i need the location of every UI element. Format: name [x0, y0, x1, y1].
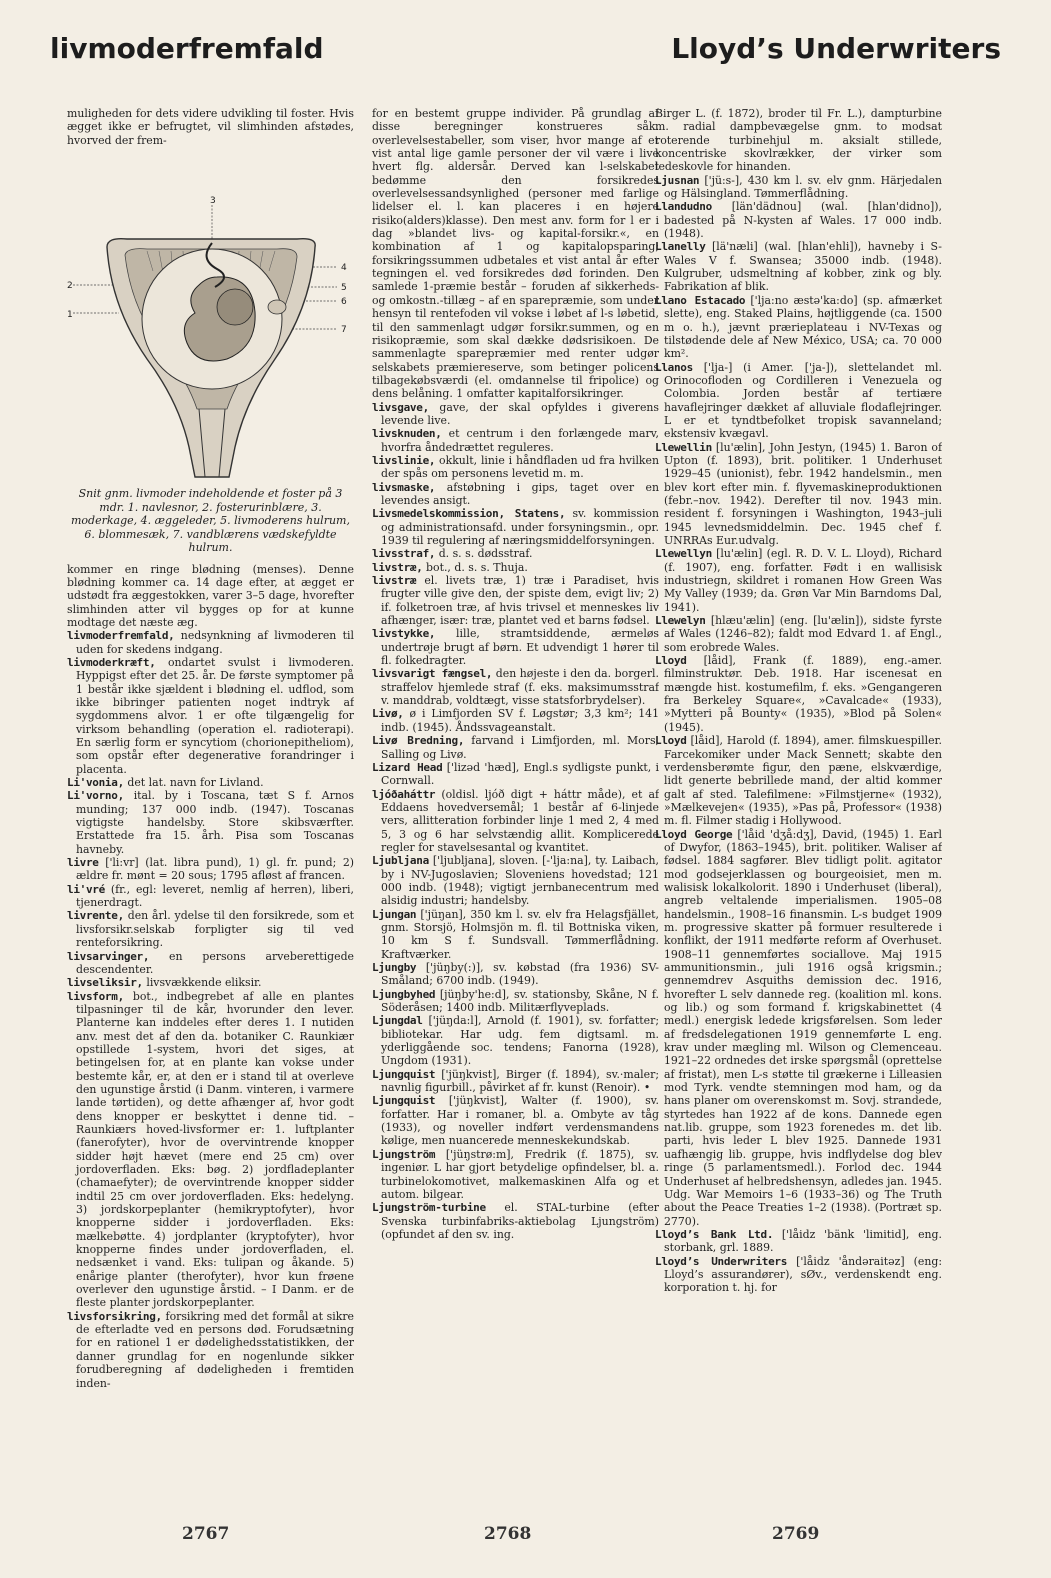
headword: Ljungan — [372, 907, 417, 921]
definition: ['jüŋkvist], Walter (f. 1900), sv. forfatter. Har i romaner, bl. a. Ombyte av tåg (1933), og noveller indført verdensmandens kølige, men nuancerede menneskekundskab. — [381, 1094, 659, 1148]
headword: Llano Estacado — [655, 293, 746, 307]
col1-continuation: kommer en ringe blødning (menses). Denne blødning kommer ca. 14 dage efter, at ægget er udstødt fra æggestokken, varer 3–5 dage, hvorefter slimhinden atter vil bygges op for at kunne modtage det næste æg. — [67, 562, 354, 629]
definition: [lu'ælin], John Jestyn, (1945) 1. Baron of Upton (f. 1893), brit. politiker. 1 Underhuset 1929–45 (unionist), febr. 1942 handelsmin., men blev kort efter min. f. flyvemaskineproduktionen (febr.–nov. 1942). Derefter til nov. 1943 min. resident f. forsyningen i Washington, 1943–juli 1945 levnedsmiddelmin. Dec. 1945 chef f. UNRRAs Eur.udvalg. — [664, 440, 942, 547]
headword: Llewelyn — [655, 614, 706, 628]
definition: (oldisl. ljóð digt + háttr måde), et af Eddaens hovedversemål; 1 består af 6-linjede vers, allitteration forbinder linje 1 med 2, 4 med 5, 3 og 6 har selvstændig allit. Komplicerede regler for stavelsesantal og kvantitet. — [381, 787, 659, 854]
label-2: 2 — [67, 281, 73, 292]
definition: d. s. s. dødsstraf. — [435, 547, 533, 561]
definition: ['lizəd 'hæd], Engl.s sydligste punkt, i Cornwall. — [381, 760, 659, 788]
label-7: 7 — [341, 325, 347, 336]
headword: livseliksir, — [67, 976, 143, 990]
headword: Ljubljana — [372, 854, 429, 868]
entry — [655, 174, 942, 201]
definition: [län'dädnou] (wal. [hlan'didno]), badested på N-kysten af Wales. 17 000 indb. (1948). — [664, 200, 942, 241]
entry — [372, 1068, 659, 1095]
definition: [lä'næli] (wal. [hlan'ehli]), havneby i S-Wales V f. Swansea; 35000 indb. (1948). Kulgruber, udsmeltning af kobber, zink og bly. Fabrikation af blik. — [664, 240, 942, 294]
definition: ['jü:s-], 430 km l. sv. elv gnm. Härjedalen og Hälsingland. Tømmerflådning. — [664, 173, 942, 201]
page-number-right: 2769 — [772, 1524, 820, 1544]
definition: [jüŋby'he:d], sv. stationsby, Skåne, N f. Söderåsen; 1400 indb. Militærflyveplads. — [381, 987, 659, 1015]
definition: ital. by i Toscana, tæt S f. Arnos munding; 137 000 indb. (1947). Toscanas vigtigste handelsby. Store skibsværfter. Erstattede fra 15. årh. Pisa som Toscanas havneby. — [76, 789, 354, 856]
entry — [372, 401, 659, 428]
headword: livsknuden, — [372, 427, 442, 441]
definition: ['lja-] (i Amer. ['ja-]), slettelandet ml. Orinocofloden og Cordilleren i Venezuela og Colombia. Jorden består af tertiære havaflejringer dækket af alluviale flodaflejringer. L er et tyndtbefolket tropisk savanneland; ekstensiv kvægavl. — [664, 360, 942, 441]
entry — [372, 788, 659, 855]
column-2 — [372, 107, 659, 1517]
definition: ['jüŋstrø:m], Fredrik (f. 1875), sv. ingeniør. L har gjort betydelige opfindelser, bl. a. turbinelokomotivet, malkemaskinen Alfa og et autom. bilgear. — [381, 1147, 659, 1201]
definition: el. STAL-turbine (efter Svenska turbinfabriks-aktiebolag Ljungström) (opfundet af den sv. ing. — [381, 1201, 659, 1241]
entry — [372, 627, 659, 667]
headword: livstræ, — [372, 560, 423, 574]
entry — [67, 883, 354, 910]
entry — [67, 1310, 354, 1390]
entry — [655, 441, 942, 548]
entry — [655, 547, 942, 614]
headword: Llanelly — [655, 240, 706, 254]
definition: ['jüŋby(:)], sv. købstad (fra 1936) SV-Småland; 6700 indb. (1949). — [381, 961, 659, 988]
headword: Ljungström — [372, 1147, 436, 1161]
definition: bot., d. s. s. Thuja. — [422, 560, 528, 574]
headword: Lloyd George — [655, 827, 733, 841]
entry — [655, 294, 942, 361]
uterus-illustration — [67, 147, 354, 481]
headword: Lizard Head — [372, 760, 443, 774]
definition: sv. kommission og administrationsafd. under forsyningsmin., opr. 1939 til regulering af næringsmiddelforsyningen. — [381, 507, 659, 547]
headword: Llandudno — [655, 200, 712, 214]
definition: afstøbning i gips, taget over en levendes ansigt. — [381, 480, 659, 507]
entry — [372, 507, 659, 547]
entry — [372, 454, 659, 481]
entry — [372, 961, 659, 988]
definition: ['låidz 'bänk 'limitid], eng. storbank, grl. 1889. — [664, 1227, 942, 1255]
col1-intro-text: muligheden for dets videre udvikling til foster. Hvis ægget ikke er befrugtet, vil slimhinden afstødes, hvorved der frem- — [67, 107, 354, 147]
definition: nedsynkning af livmoderen til uden for skedens indgang. — [76, 629, 354, 656]
headword: li'vré — [67, 882, 105, 896]
definition: ø i Limfjorden SV f. Løgstør; 3,3 km²; 141 indb. (1945). Åndssvageanstalt. — [381, 707, 659, 734]
column-3 — [655, 107, 942, 1517]
entry — [655, 1255, 942, 1295]
figure-caption: Snit gnm. livmoder indeholdende et foster på 3 mdr. 1. navlesnor, 2. fosterurinblære, 3. moderkage, 4. æggeleder, 5. livmoderens hulrum, 6. blommesæk, 7. vandblærens vædskefyldte hulrum. — [71, 487, 350, 555]
col1-entries — [67, 629, 354, 1390]
headword: livsgave, — [372, 400, 429, 414]
headword: Ljungström-turbine — [372, 1201, 486, 1215]
headword: Li'vonia, — [67, 776, 124, 790]
definition: livsvækkende eliksir. — [142, 976, 262, 990]
entry — [372, 574, 659, 627]
headword: livsmaske, — [372, 480, 436, 494]
label-5: 5 — [341, 283, 347, 294]
page-number-left: 2767 — [182, 1524, 230, 1544]
headword: Lloyd’s Bank Ltd. — [655, 1227, 774, 1241]
headword: Ljungby — [372, 961, 417, 974]
definition: farvand i Limfjorden, ml. Mors, Salling og Livø. — [381, 734, 659, 761]
headword: Livsmedelskommission, Statens, — [372, 507, 566, 521]
entry — [372, 547, 659, 560]
definition: ['ljubljana], sloven. [-'lja:na], ty. Laibach, by i NV-Jugoslavien; Sloveniens hovedstad; 121 000 indb. (1948); vigtigt jernbanecentrum med alsidig industri; handelsby. — [381, 854, 659, 908]
entry — [372, 707, 659, 734]
headword: Lloyd — [655, 734, 687, 748]
headword: Ljungquist — [372, 1067, 436, 1081]
headword: livsstraf, — [372, 547, 436, 561]
headword: livsforsikring, — [67, 1309, 162, 1323]
label-4: 4 — [341, 263, 347, 274]
definition: [låid], Frank (f. 1889), eng.-amer. filminstruktør. Deb. 1918. Har iscenesat en mængde hist. kostumefilm, f. eks. »Gengangeren fra Berkeley Square«, »Cavalcade« (1933), »Mytteri på Bounty« (1935), »Blod på Solen« (1945). — [664, 654, 942, 734]
entry — [67, 656, 354, 776]
entry — [67, 776, 354, 789]
entry — [372, 561, 659, 574]
entry — [67, 789, 354, 856]
headword: Llewellin — [655, 440, 712, 454]
headword: ljóðaháttr — [372, 787, 436, 801]
left-guide-word: livmoderfremfald — [50, 32, 324, 65]
definition: ['jüŋan], 350 km l. sv. elv fra Helagsfjället, gnm. Storsjö, Holmsjön m. fl. til Bottniska viken, 10 km S f. Sundsvall. Tømmerflådning. Kraftværker. — [381, 907, 659, 961]
headword: Lloyd’s Underwriters — [655, 1254, 788, 1268]
definition: en persons arveberettigede descendenter. — [76, 949, 354, 976]
page-number-middle: 2768 — [484, 1524, 532, 1544]
definition: ['jüŋkvist], Birger (f. 1894), sv.·maler; navnlig figurbill., påvirket af fr. kunst (Renoir). • — [381, 1067, 659, 1095]
col3-continuation: Birger L. (f. 1872), broder til Fr. L.), dampturbine m. radial dampbevægelse gnm. to modsat roterende turbinehjul m. aksialt stillede, koncentriske skovlrækker, der virker som ledeskovle for hinanden. — [655, 107, 942, 174]
entry — [655, 1228, 942, 1255]
entry — [655, 240, 942, 293]
columns — [0, 107, 1051, 1517]
definition: ['li:vr] (lat. libra pund), 1) gl. fr. pund; 2) ældre fr. mønt = 20 sous; 1795 afløst af francen. — [76, 856, 354, 883]
headword: Lloyd — [655, 654, 687, 668]
headword: Li'vorno, — [67, 789, 124, 803]
headword: livmoderkræft, — [67, 655, 156, 669]
entry — [372, 1014, 659, 1067]
definition: bot., indbegrebet af alle en plantes tilpasninger til de kår, hvorunder den lever. Planterne kan inddeles efter deres 1. I nutiden anv. mest det af den da. botaniker C. Raunkiær opstillede 1-system, hvori det siges, at betingelsen for, at en plante kan vokse under bestemte kår, er, at den er i stand til at overleve den ugunstige årstid (i Danm. vinteren, i varmere lande tørtiden), og dette afhænger af, hvor godt dens knopper er beskyttet i denne tid. – Raunkiærs hoved-livsformer er: 1. luftplanter (fanerofyter), hvor de overvintrende knopper sidder højt hævet (mere end 25 cm) over jordoverfladen. Eks: bøg. 2) jordfladeplanter (chamaefyter); de overvintrende knopper sidder indtil 25 cm over jordoverfladen. Eks: hedelyng. 3) jordskorpeplanter (hemikryptofyter), hvor knopperne sidder i jordoverfladen. Eks: mælkebøtte. 4) jordplanter (kryptofyter), hvor knopperne findes under jordoverfladen, el. nedsænket i vand. Eks: tulipan og åkande. 5) enårige planter (therofyter), hvor kun frøene overlever den ugunstige årstid. – I Danm. er de fleste planter jordskorpeplanter. — [76, 989, 354, 1310]
headword: livstræ — [372, 574, 417, 588]
entry — [372, 1148, 659, 1201]
headword: Ljungbyhed — [372, 987, 436, 1001]
entry — [67, 909, 354, 949]
headword: livre — [67, 856, 99, 870]
right-guide-word: Lloyd’s Underwriters — [671, 32, 1001, 65]
definition: [låid], Harold (f. 1894), amer. filmskuespiller. Farcekomiker under Mack Sennett; skabte den verdensberømte figur, den pæne, elskværdige, lidt generte bebrillede mand, der altid kommer galt af sted. Talefilmene: »Filmstjerne« (1932), »Mælkevejen« (1935), »Pas på, Professor« (1938) m. fl. Filmer stadig i Hollywood. — [664, 734, 942, 828]
entry — [655, 361, 942, 441]
label-1: 1 — [67, 310, 73, 321]
entry — [372, 854, 659, 907]
entry — [67, 629, 354, 656]
entry — [372, 734, 659, 761]
headword: Livø Bredning, — [372, 734, 465, 748]
entry — [372, 1094, 659, 1147]
headword: Llewellyn — [655, 547, 712, 561]
entry — [655, 654, 942, 734]
definition: gave, der skal opfyldes i giverens levende live. — [381, 400, 659, 427]
definition: den årl. ydelse til den forsikrede, som et livsforsikr.selskab forpligter sig til ved renteforsikring. — [76, 909, 354, 950]
headword: Llanos — [655, 360, 693, 374]
entry — [655, 828, 942, 1228]
definition: ['låid 'dʒå:dʒ], David, (1945) 1. Earl of Dwyfor, (1863–1945), brit. politiker. Waliser af fødsel. 1884 sagfører. Blev tidligt polit. agitator mod godsejerklassen og bourgeoisiet, men m. walisisk lokalkolorit. 1890 i Underhuset (liberal), angreb veltalende imperialismen. 1905–08 handelsmin., 1908–16 finansmin. L-s budget 1909 m. progressive skatter på formuer resulterede i konflikt, der 1911 medførte reform af Overhuset. 1908–11 gennemførtes sociallove. Maj 1915 ammunitionsmin., juli 1916 også krigsmin.; gennemdrev Asquiths demission dec. 1916, hvorefter L selv dannede reg. (koalition ml. kons. og lib.) og som formand f. krigskabinettet (4 medl.) energisk ledede krigsførelsen. Som leder af fredsdelegationen 1919 gennemførte L eng. krav under mægling ml. Wilson og Clemenceau. 1921–22 ordnedes det irske spørgsmål (oprettelse af fristat), men L-s støtte til grækerne i Lilleasien mod Tyrk. vendte stemningen mod ham, og da hans planer om overenskomst m. Sovj. strandede, styrtedes han 1922 af de kons. Dannede egen nat.lib. gruppe, som 1923 forenedes m. det lib. parti, hvis leder L blev 1925. Dannede 1931 uafhængig lib. gruppe, hvis indflydelse dog blev ringe (5 parlamentsmedl.). Forlod dec. 1944 Underhuset af helbredshensyn, adledes jan. 1945. Udg. War Memoirs 1–6 (1933–36) og The Truth about the Peace Treaties 1–2 (1938). (Portræt sp. 2770). — [664, 827, 942, 1228]
definition: forsikring med det formål at sikre de efterladte ved en persons død. Forudsætning for en rationel 1 er dødelighedsstatistikken, der danner grundlag for en nogenlunde sikker forudberegning af dødeligheden i fremtiden inden- — [76, 1309, 354, 1390]
entry — [372, 761, 659, 788]
headword: livrente, — [67, 909, 124, 923]
definition: el. livets træ, 1) træ i Paradiset, hvis frugter ville give den, der spiste dem, evigt liv; 2) if. folketroen træ, af hvis trivsel et menneskes liv afhænger, især: træ, plantet ved et barns fødsel. — [381, 574, 659, 628]
headword: Livø, — [372, 707, 404, 721]
definition: okkult, linie i håndfladen ud fra hvilken der spås om personens levetid m. m. — [381, 453, 659, 481]
definition: ['låidz 'åndəraitəz] (eng: Lloyd’s assurandører), sØv., verdenskendt eng. korporation t. hj. for — [664, 1254, 942, 1295]
entry — [67, 856, 354, 883]
entry — [67, 990, 354, 1310]
definition: (fr., egl: leveret, nemlig af herren), liberi, tjenerdragt. — [76, 882, 354, 910]
definition: den højeste i den da. borgerl. straffelov hjemlede straf (f. eks. maksimumsstraf v. manddrab, voldtægt, visse statsforbrydelser). — [381, 667, 659, 708]
entry — [655, 200, 942, 240]
entry — [655, 734, 942, 827]
definition: et centrum i den forlængede marv, hvorfra åndedrættet reguleres. — [381, 427, 659, 454]
definition: lille, stramtsiddende, ærmeløs undertrøje brugt af børn. Et udvendigt 1 hører til fl. folkedragter. — [381, 627, 659, 668]
entry — [372, 988, 659, 1015]
label-6: 6 — [341, 297, 347, 308]
definition: ['lja:no æstə'ka:do] (sp. afmærket slette), eng. Staked Plains, højtliggende (ca. 1500 m o. h.), jævnt prærieplateau i NV-Texas og tilstødende dele af New México, USA; ca. 70 000 km². — [664, 293, 942, 361]
entry — [372, 667, 659, 707]
col2-continuation: for en bestemt gruppe individer. På grundlag af disse beregninger konstrueres såk. overlevelsestabeller, som viser, hvor mange af et vist antal lige gamle personer der vil være i live hvert flg. aldersår. Derved kan l-selskabet bedømme den forsikredes overlevelsessandsynlighed (personer med farlige lidelser el. l. kan placeres i en højere risiko(alders)klasse). Den mest anv. form for l er i dag »blandet livs- og kapital-forsikr.«, en kombination af 1 og kapitalopsparing; forsikringssummen udbetales et vist antal år efter tegningen el. ved forsikredes død forinden. Den samlede 1-præmie består – foruden af sikkerheds- og omkostn.-tillæg – af en sparepræmie, som under hensyn til rentefoden vil vokse i løbet af l-s løbetid, til den sammenlagt udgør forsikr.summen, og en risikopræmie, som skal dække dødsrisikoen. De sammenlagte sparepræmier med renter udgør selskabets præmiereserve, som betinger policens tilbagekøbsværdi (el. omdannelse til fripolice) og dens belåning. 1 omfatter kapitalforsikringer. — [372, 107, 659, 401]
headword: Ljungquist — [372, 1094, 436, 1108]
entry — [372, 427, 659, 454]
headword: Ljungdal — [372, 1014, 423, 1028]
entry — [67, 950, 354, 977]
label-3: 3 — [210, 196, 216, 207]
entry — [372, 481, 659, 508]
definition: [hlæu'ælin] (eng. [lu'ælin]), sidste fyrste af Wales (1246–82); faldt mod Edvard 1. af Engl., som erobrede Wales. — [664, 614, 942, 654]
headword: livstykke, — [372, 627, 436, 641]
entry — [655, 614, 942, 654]
entry — [67, 976, 354, 989]
entry — [372, 1201, 659, 1241]
headword: livmoderfremfald, — [67, 629, 175, 643]
definition: det lat. navn for Livland. — [123, 776, 264, 790]
definition: ondartet svulst i livmoderen. Hyppigst efter det 25. år. De første symptomer på 1 består ikke sjældent i blødning el. udflod, som ikke bibringer patienten noget indtryk af sygdommens alvor. 1 er ofte tilgængelig for virksom behandling (operation el. radioterapi). En særlig form er syncytiom (chorionepitheliom), som opstår efter degenerative forandringer i placenta. — [76, 655, 354, 776]
column-1 — [67, 107, 354, 1517]
headword: Ljusnan — [655, 173, 700, 187]
entry — [372, 908, 659, 961]
definition: [lu'ælin] (egl. R. D. V. L. Lloyd), Richard (f. 1907), eng. forfatter. Født i en wallisisk industriegn, skildret i romanen How Green Was My Valley (1939; da. Grøn Var Min Barndoms Dal, 1941). — [664, 547, 942, 614]
headword: livsarvinger, — [67, 949, 150, 963]
definition: ['jüŋda:l], Arnold (f. 1901), sv. forfatter; bibliotekar. Har udg. fem digtsaml. m. yderliggående soc. tendens; Fanorna (1928), Ungdom (1931). — [381, 1014, 659, 1068]
headword: livsform, — [67, 989, 124, 1003]
headword: livsvarigt fængsel, — [372, 667, 493, 681]
running-head — [50, 32, 1001, 65]
headword: livslinie, — [372, 453, 436, 467]
